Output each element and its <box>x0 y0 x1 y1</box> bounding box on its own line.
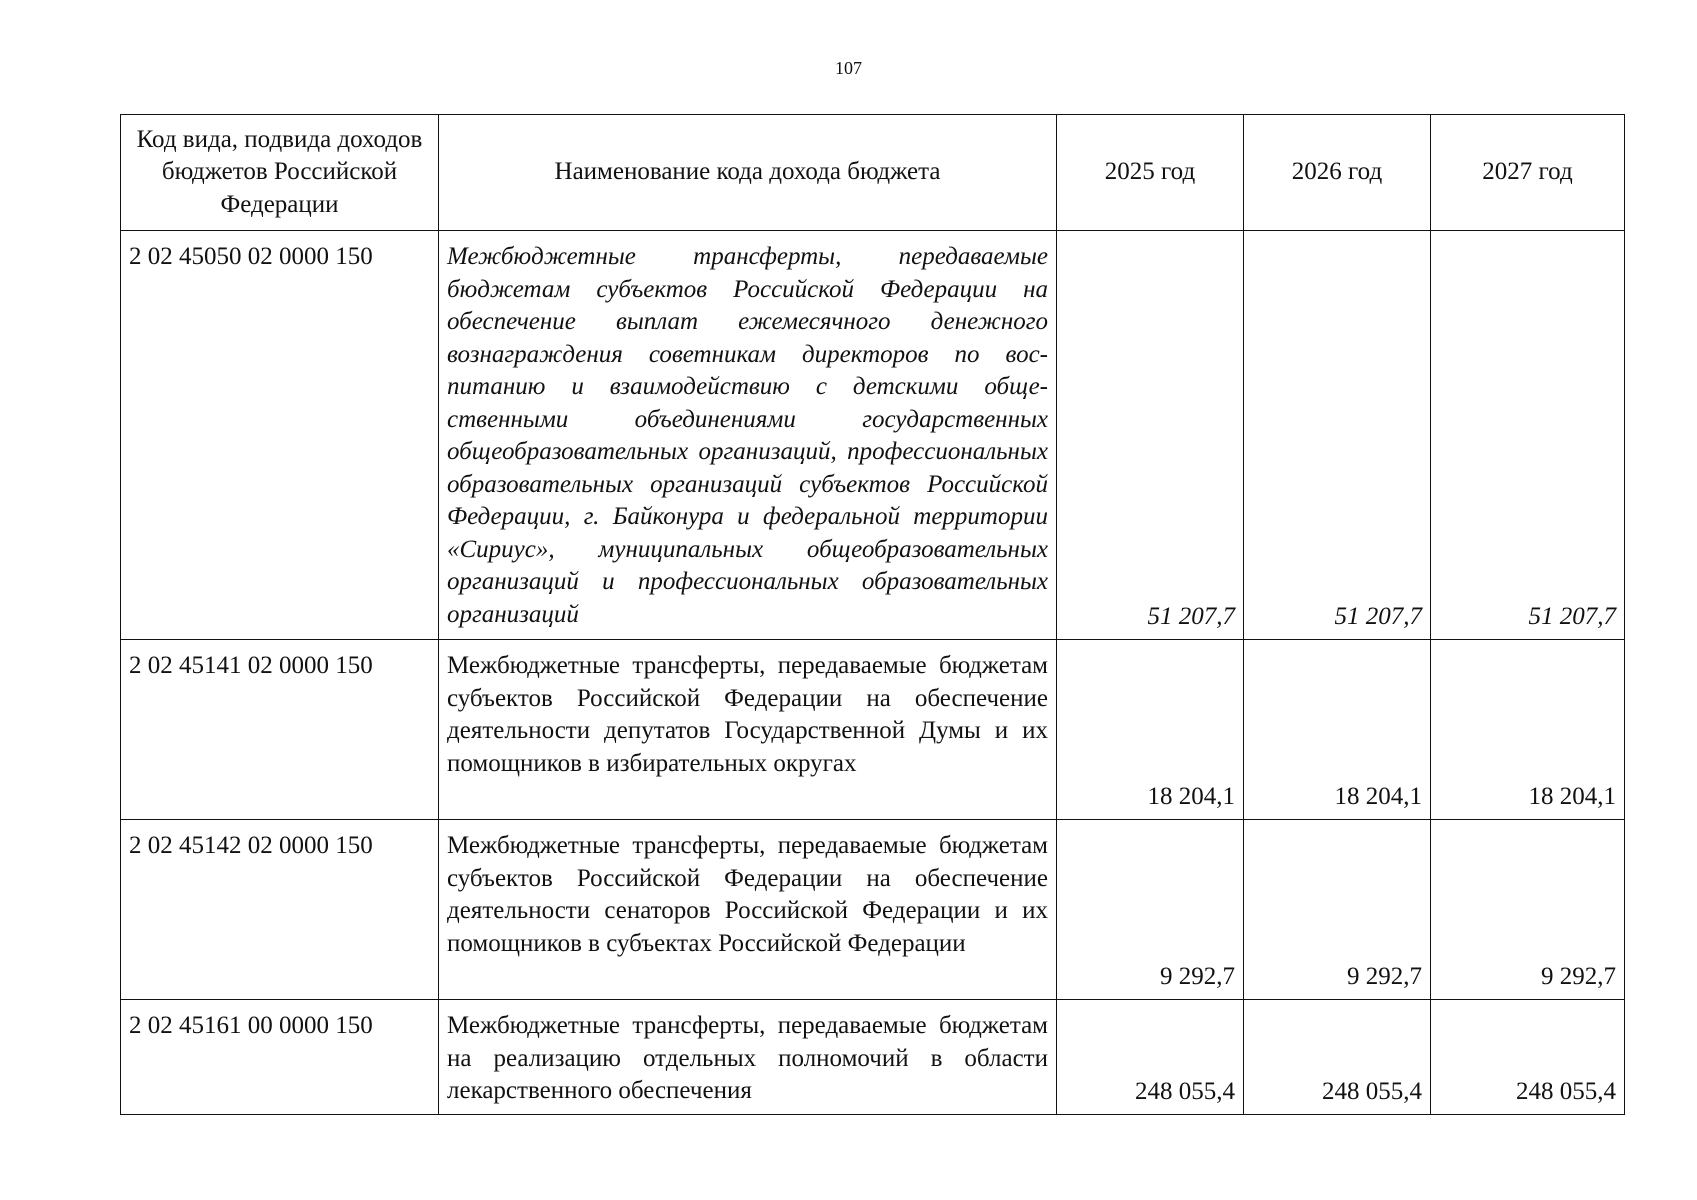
table-row <box>121 820 1625 1000</box>
table-row <box>121 1000 1625 1115</box>
row-value-2027: 51 207,7 <box>1431 231 1625 640</box>
header-code: Код вида, подвида доходов бюджетов Российской Федерации <box>121 115 439 231</box>
row-code: 2 02 45161 00 0000 150 <box>121 1000 439 1115</box>
header-name: Наименование кода дохода бюджета <box>439 115 1057 231</box>
header-year-2027: 2027 год <box>1431 115 1625 231</box>
table-row <box>121 640 1625 820</box>
table-row <box>121 231 1625 640</box>
row-value-2027: 248 055,4 <box>1431 1000 1625 1115</box>
row-value-2027: 18 204,1 <box>1431 640 1625 820</box>
budget-revenue-table <box>120 114 1625 1115</box>
row-name: Межбюджетные трансферты, передаваемые бюджетам субъектов Российской Федерации на обеспечение выплат ежемесячного денежного вознаграждения советникам директоров по воспитанию и взаимодействию с детскими общественными объединениями государственных общеобразовательных организаций, профессиональных образовательных организаций субъектов Российской Федерации, г. Байконура и федеральной территории «Сириус», муниципальных общеобразовательных организаций и профессиональных образовательных организаций <box>439 231 1057 640</box>
row-code: 2 02 45141 02 0000 150 <box>121 640 439 820</box>
row-value-2026: 18 204,1 <box>1244 640 1431 820</box>
row-name: Межбюджетные трансферты, передаваемые бюджетам субъектов Российской Федерации на обеспечение деятельности депутатов Государственной Думы и их помощников в избирательных округах <box>439 640 1057 820</box>
table-header-row <box>121 115 1625 231</box>
header-year-2026: 2026 год <box>1244 115 1431 231</box>
row-code: 2 02 45050 02 0000 150 <box>121 231 439 640</box>
row-value-2025: 9 292,7 <box>1057 820 1244 1000</box>
row-value-2026: 51 207,7 <box>1244 231 1431 640</box>
row-value-2027: 9 292,7 <box>1431 820 1625 1000</box>
row-value-2026: 248 055,4 <box>1244 1000 1431 1115</box>
header-year-2025: 2025 год <box>1057 115 1244 231</box>
row-value-2025: 248 055,4 <box>1057 1000 1244 1115</box>
row-name: Межбюджетные трансферты, передаваемые бюджетам на реализацию отдельных полномочий в области лекарственного обеспечения <box>439 1000 1057 1115</box>
row-value-2026: 9 292,7 <box>1244 820 1431 1000</box>
row-value-2025: 18 204,1 <box>1057 640 1244 820</box>
row-code: 2 02 45142 02 0000 150 <box>121 820 439 1000</box>
row-value-2025: 51 207,7 <box>1057 231 1244 640</box>
page-number: 107 <box>835 58 862 78</box>
row-name: Межбюджетные трансферты, передаваемые бюджетам субъектов Российской Федерации на обеспечение деятельности сенаторов Российской Федерации и их помощников в субъектах Российской Федерации <box>439 820 1057 1000</box>
